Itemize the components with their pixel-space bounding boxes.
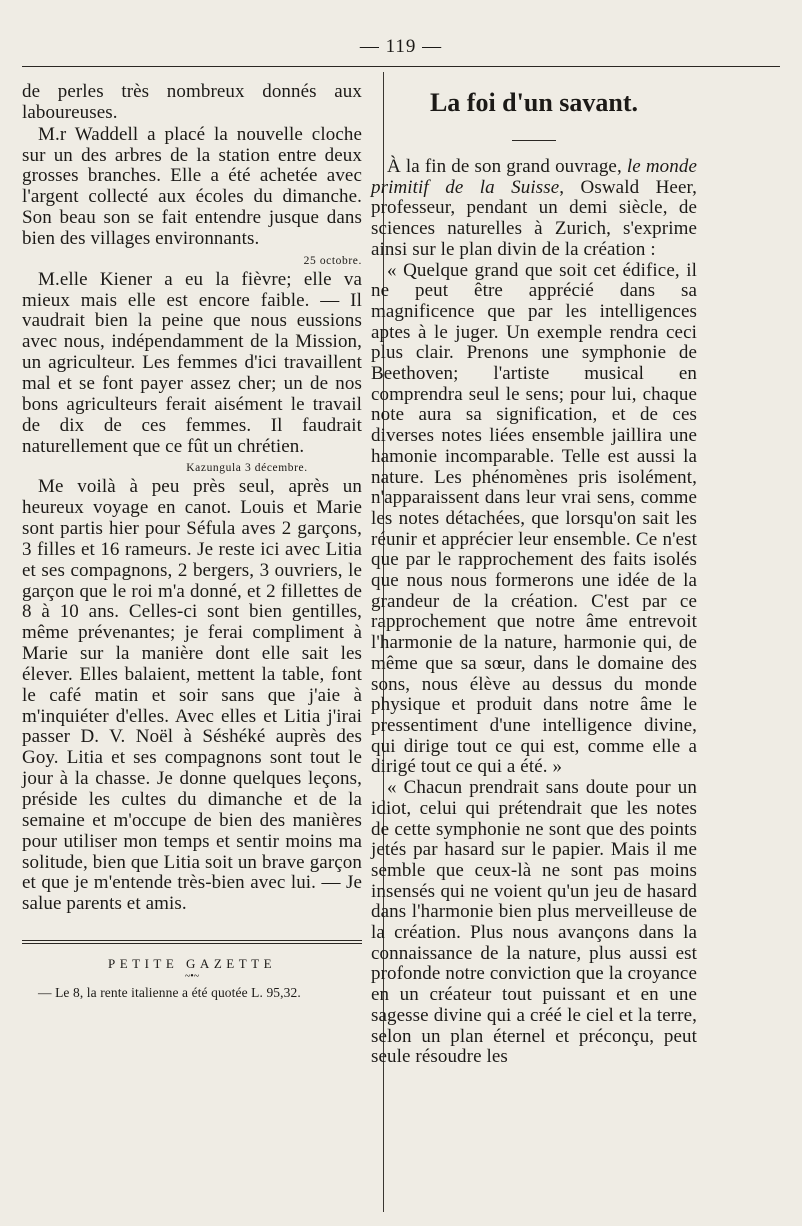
header-rule xyxy=(22,66,780,67)
paragraph-laboureuses: de perles très nombreux donnés aux laboureuses. xyxy=(22,81,362,123)
article-title: La foi d'un savant. xyxy=(429,88,639,117)
paragraph-kiener: M.elle Kiener a eu la fièvre; elle va mieux mais elle est encore faible. — Il vaudrait bien la peine que nous eussions avec nous, indépendamment de la Mission, un agriculteur. Les femmes d'ici travaillent mal et se font payer assez cher; un de nos bons agriculteurs ferait aisément le travail de dix de ces femmes. Il faudrait naturellement que ce fût un chrétien. xyxy=(22,268,362,457)
letter-section xyxy=(22,82,362,928)
paragraph-heer xyxy=(371,157,697,261)
left-column xyxy=(22,82,362,1002)
gazette-rule-top xyxy=(22,940,362,941)
paragraph-cloche: M.r Waddell a placé la nouvelle cloche sur un des arbres de la station entre deux grosses branches. Elle a été achetée avec l'argent collecté aux écoles du dimanche. Son beau son se fait entendre jusque dans bien des villages environnants. xyxy=(22,123,362,249)
dateline-kazungula: Kazungula 3 décembre. xyxy=(186,462,308,475)
gazette-rule-bottom xyxy=(22,943,362,944)
paragraph-heer-end: , Oswald Heer, professeur, pendant un demi siècle, de sciences naturelles à Zurich, s'exprime ainsi sur le plan divin de la création : xyxy=(371,176,697,260)
page-number: — 119 — xyxy=(359,36,443,57)
book-title: le monde primitif de la Suisse xyxy=(371,156,697,198)
paragraph-quote-symphony: « Quelque grand que soit cet édifice, il ne peut être apprécié dans sa magnificence que par les intelligences aptes à le juger. Un exemple rendra ceci plus clair. Prenons une symphonie de Beethoven; l'artiste musical en comprendra seul le sens; pour lui, chaque note aura sa signification, et de ces diverses notes liées ensemble jaillira une hamonie incomparable. Telle est aussi la nature. Les phénomènes pris isolément, n'apparaissent dans leur vrai sens, comme les notes détachées, que lorsqu'on sait les réunir et apprécier leur ensemble. Ce n'est que par le rapprochement des faits isolés que nous nous formerons une idée de la grandeur de la création. C'est par ce rapprochement que notre âme entrevoit l'harmonie de la nature, harmonie qui, de même que sa sœur, dans le domaine des sons, nous élève au dessus du monde physique et produit dans notre âme le pressentiment d'une intelligence divine, qui dirige tout ce qui est, comme elle a dirigé tout ce qui a été. » xyxy=(371,259,697,778)
gazette-item: — Le 8, la rente italienne a été quotée L. 95,32. xyxy=(38,985,301,1000)
right-column xyxy=(371,82,697,1068)
paragraph-heer-start: À la fin de son grand ouvrage, xyxy=(387,156,627,177)
paragraph-voyage: Me voilà à peu près seul, après un heureux voyage en canot. Louis et Marie sont partis hier pour Séfula aves 2 garçons, 3 filles et 16 rameurs. Je reste ici avec Litia et ses compagnons, 2 bergers, 3 ouvriers, le garçon que le roi m'a donné, et 2 fillettes de 8 à 10 ans. Celles-ci sont bien gentilles, même prévenantes; je ferai compliment à Marie sur la manière dont elle sait les élever. Elles balaient, mettent la table, font le café matin et soir sans que j'aie à m'inquiéter d'elles. Avec elles et Litia j'irai passer D. V. Noël à Séshéké auprès des Goy. Litia et ses compagnons sont tout le jour à la chasse. Je donne quelques leçons, préside les cultes du dimanche et de la semaine et m'occupe de bien des manières pour utiliser mon temps et sentir moins ma solitude, bien que Litia soit un brave garçon et que je m'entende très-bien avec lui. — Je salue parents et amis. xyxy=(22,476,362,915)
gazette-title: PETITE GAZETTE xyxy=(107,956,277,971)
dateline-october: 25 octobre. xyxy=(303,254,362,267)
paragraph-quote-hasard: « Chacun prendrait sans doute pour un idiot, celui qui prétendrait que les notes de cette symphonie ne sont que des points jetés par hasard sur le papier. Mais il me semble que ceux-là ne sont pas moins insensés qui ne voient qu'un jeu de hasard dans l'harmonie bien plus merveilleuse de la création. Plus nous avançons dans la connaissance de la nature, plus aussi est profonde notre conviction que la croyance en un créateur tout puissant et en une sagesse divine qui a créé le ciel et la terre, selon un plan éternel et préconçu, peut seule résoudre les xyxy=(371,777,697,1068)
title-rule xyxy=(512,140,556,141)
gazette-ornament: ~•~ xyxy=(184,971,200,982)
